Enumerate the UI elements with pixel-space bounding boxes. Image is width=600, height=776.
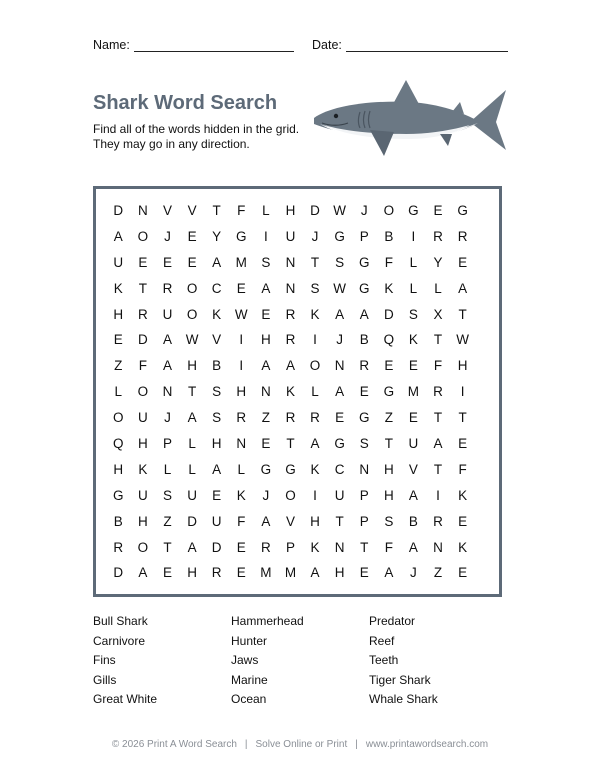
grid-letter: N [334, 358, 345, 374]
word-item: Hunter [231, 633, 268, 648]
grid-letter: A [433, 436, 443, 452]
grid-letter: S [212, 384, 222, 400]
grid-letter: I [239, 332, 244, 348]
grid-letter: A [310, 565, 320, 581]
grid-letter: J [262, 487, 270, 503]
grid-letter: P [359, 228, 369, 244]
grid-letter: E [458, 254, 468, 270]
grid-letter: E [236, 539, 246, 555]
grid-letter: H [285, 203, 296, 218]
grid-letter: R [211, 565, 222, 581]
word-column [231, 612, 304, 710]
grid-letter: H [383, 461, 394, 477]
grid-letter: L [434, 280, 442, 296]
grid-letter: L [262, 203, 270, 218]
grid-letter: V [212, 332, 222, 348]
grid-letter: E [261, 436, 271, 452]
grid-letter: P [162, 436, 172, 452]
grid-letter: H [138, 436, 148, 452]
grid-letter: A [261, 280, 271, 296]
grid-letter: A [335, 306, 345, 322]
grid-letter: A [335, 384, 345, 400]
grid-letter: U [211, 513, 222, 529]
word-item: Bull Shark [93, 614, 148, 628]
grid-letter: R [433, 513, 443, 529]
grid-letter: S [408, 306, 418, 322]
grid-letter: T [335, 513, 344, 529]
grid-letter: C [211, 280, 222, 296]
grid-letter: U [408, 436, 419, 452]
grid-letter: Z [261, 410, 270, 426]
grid-letter: A [187, 539, 197, 555]
grid-letter: S [261, 254, 271, 270]
grid-letter: K [458, 487, 468, 503]
grid-letter: T [433, 461, 443, 477]
grid-letter: L [409, 280, 418, 296]
grid-letter: R [285, 306, 296, 322]
grid-letter: O [285, 487, 296, 503]
instruction-line: Find all of the words hidden in the grid. [93, 122, 300, 136]
grid-letter: G [113, 487, 124, 503]
grid-letter: E [236, 280, 246, 296]
word-item: Gills [93, 672, 117, 687]
grid-letter: E [138, 254, 148, 270]
grid-letter: A [212, 254, 222, 270]
grid-letter: A [285, 358, 295, 374]
date-line[interactable] [346, 39, 508, 52]
grid-letter: F [138, 358, 148, 374]
grid-letter: O [137, 384, 149, 400]
grid-letter: Y [433, 254, 443, 270]
grid-letter: O [137, 228, 149, 244]
grid-letter: J [164, 228, 171, 244]
grid-letter: H [310, 513, 320, 529]
grid-letter: S [335, 254, 345, 270]
grid-letter: I [239, 358, 244, 374]
grid-letter: P [359, 513, 369, 529]
grid-letter: Q [113, 436, 124, 452]
grid-letter: G [358, 280, 370, 296]
grid-letter: U [138, 410, 148, 426]
grid-letter: J [311, 228, 319, 244]
word-item: Fins [93, 653, 116, 667]
grid-letter: A [408, 539, 418, 555]
grid-letter: H [113, 461, 124, 477]
instruction-line: They may go in any direction. [93, 137, 250, 151]
grid-letter: Z [163, 513, 172, 529]
word-grid-frame [93, 186, 502, 597]
grid-letter: E [458, 513, 468, 529]
grid-letter: O [383, 203, 395, 218]
instructions [93, 122, 299, 152]
grid-letter: K [236, 487, 246, 503]
grid-letter: G [334, 436, 345, 452]
grid-letter: P [285, 539, 295, 555]
grid-letter: S [212, 410, 222, 426]
grid-letter: G [457, 203, 468, 218]
grid-letter: D [383, 306, 394, 322]
grid-letter: L [409, 254, 418, 270]
grid-letter: U [285, 228, 296, 244]
grid-letter: T [360, 539, 369, 555]
grid-letter: N [334, 539, 345, 555]
grid-letter: G [383, 384, 395, 400]
grid-letter: H [138, 513, 148, 529]
grid-letter: E [384, 358, 394, 374]
grid-letter: U [138, 487, 148, 503]
grid-letter: N [138, 203, 148, 218]
grid-letter: G [236, 228, 247, 244]
grid-letter: K [310, 306, 320, 322]
grid-letter: A [408, 487, 418, 503]
grid-letter: B [384, 228, 394, 244]
grid-letter: O [309, 358, 321, 374]
grid-letter: G [358, 410, 370, 426]
word-column [93, 612, 157, 710]
grid-letter: F [237, 513, 246, 529]
word-item: Whale Shark [369, 692, 438, 706]
grid-letter: R [433, 228, 443, 244]
grid-letter: O [113, 410, 124, 426]
grid-letter: D [113, 565, 124, 581]
grid-letter: F [458, 461, 467, 477]
grid-letter: E [458, 565, 468, 581]
grid-letter: B [408, 513, 418, 529]
grid-letter: V [408, 461, 418, 477]
word-item: Jaws [231, 653, 259, 667]
grid-letter: H [187, 565, 197, 581]
grid-letter: A [162, 358, 172, 374]
word-item: Ocean [231, 692, 267, 706]
grid-letter: E [458, 436, 468, 452]
word-item: Predator [369, 614, 416, 628]
footer-tagline: Solve Online or Print [255, 739, 348, 750]
grid-letter: Q [383, 332, 395, 348]
grid-letter: Z [114, 358, 123, 374]
grid-letter: K [408, 332, 418, 348]
grid-letter: K [285, 384, 295, 400]
grid-letter: T [433, 332, 443, 348]
grid-letter: L [163, 461, 172, 477]
grid-letter: E [433, 203, 443, 218]
grid-letter: U [162, 306, 173, 322]
word-grid [106, 198, 475, 586]
grid-letter: A [261, 513, 271, 529]
word-item: Tiger Shark [369, 672, 431, 687]
name-label: Name: [93, 38, 130, 52]
grid-letter: K [310, 461, 320, 477]
grid-letter: J [360, 203, 368, 218]
grid-letter: A [162, 332, 172, 348]
grid-letter: B [212, 358, 222, 374]
grid-letter: T [138, 280, 148, 296]
grid-letter: A [212, 461, 222, 477]
word-item: Hammerhead [231, 614, 304, 628]
grid-letter: H [457, 358, 468, 374]
grid-letter: A [384, 565, 394, 581]
grid-letter: U [113, 254, 124, 270]
grid-letter: K [310, 539, 320, 555]
grid-letter: A [310, 436, 320, 452]
grid-letter: T [286, 436, 295, 452]
grid-letter: I [460, 384, 465, 400]
grid-letter: D [138, 332, 148, 348]
grid-letter: H [187, 358, 197, 374]
grid-letter: A [187, 410, 197, 426]
grid-letter: K [138, 461, 148, 477]
grid-letter: R [138, 306, 148, 322]
grid-letter: D [211, 539, 222, 555]
grid-letter: N [162, 384, 173, 400]
grid-letter: B [359, 332, 369, 348]
grid-letter: M [260, 565, 272, 581]
grid-letter: N [236, 436, 247, 452]
footer [0, 739, 600, 750]
grid-letter: B [113, 513, 123, 529]
footer-separator: | [355, 739, 358, 750]
grid-letter: A [138, 565, 148, 581]
grid-letter: K [212, 306, 222, 322]
grid-letter: E [113, 332, 123, 348]
grid-letter: E [359, 565, 369, 581]
grid-letter: H [383, 487, 394, 503]
grid-letter: G [358, 254, 370, 270]
grid-letter: Z [384, 410, 393, 426]
grid-letter: E [408, 358, 418, 374]
grid-letter: L [188, 436, 196, 452]
grid-letter: E [162, 565, 172, 581]
grid-letter: W [234, 306, 248, 322]
name-line[interactable] [134, 39, 294, 52]
grid-letter: T [212, 203, 221, 218]
grid-letter: V [187, 203, 197, 218]
grid-letter: A [458, 280, 468, 296]
word-column [369, 612, 438, 710]
page-title: Shark Word Search [93, 92, 278, 114]
grid-letter: R [285, 332, 296, 348]
grid-letter: N [285, 254, 296, 270]
grid-letter: C [334, 461, 345, 477]
grid-letter: J [410, 565, 417, 581]
grid-letter: Z [433, 565, 443, 581]
grid-letter: R [236, 410, 247, 426]
grid-letter: W [185, 332, 199, 348]
grid-letter: R [457, 228, 468, 244]
grid-letter: L [188, 461, 196, 477]
footer-separator: | [244, 739, 248, 750]
grid-letter: E [187, 254, 197, 270]
grid-letter: R [310, 410, 320, 426]
grid-letter: L [311, 384, 319, 400]
grid-letter: E [335, 410, 345, 426]
grid-letter: T [163, 539, 172, 555]
grid-letter: G [408, 203, 419, 218]
grid-letter: H [113, 306, 124, 322]
grid-letter: G [334, 228, 345, 244]
grid-letter: E [408, 410, 418, 426]
grid-letter: I [263, 228, 268, 244]
grid-letter: E [187, 228, 197, 244]
grid-letter: U [334, 487, 345, 503]
footer-site-link[interactable]: www.printawordsearch.com [365, 739, 489, 750]
grid-letter: H [334, 565, 345, 581]
grid-letter: N [285, 280, 296, 296]
grid-letter: X [433, 306, 443, 322]
grid-letter: D [113, 203, 124, 218]
grid-letter: T [310, 254, 320, 270]
grid-letter: A [113, 228, 123, 244]
word-item: Teeth [369, 653, 399, 667]
grid-letter: N [260, 384, 271, 400]
grid-letter: E [359, 384, 369, 400]
grid-letter: F [237, 203, 246, 218]
grid-letter: I [313, 332, 317, 348]
grid-letter: S [384, 513, 394, 529]
grid-letter: I [411, 228, 416, 244]
grid-letter: E [162, 254, 172, 270]
word-item: Reef [369, 633, 395, 648]
grid-letter: H [260, 332, 271, 348]
name-field[interactable] [93, 38, 294, 52]
grid-letter: N [359, 461, 370, 477]
grid-letter: K [384, 280, 394, 296]
grid-letter: F [384, 539, 393, 555]
grid-letter: R [260, 539, 271, 555]
grid-letter: W [333, 203, 347, 218]
grid-letter: F [384, 254, 393, 270]
grid-letter: M [235, 254, 247, 270]
grid-letter: N [433, 539, 443, 555]
grid-letter: R [113, 539, 124, 555]
word-item: Great White [93, 692, 158, 706]
grid-letter: A [359, 306, 369, 322]
grid-letter: O [186, 306, 198, 322]
grid-letter: I [313, 487, 317, 503]
grid-letter: R [433, 384, 443, 400]
grid-letter: R [285, 410, 296, 426]
word-item: Carnivore [93, 633, 146, 648]
grid-letter: W [333, 280, 347, 296]
grid-letter: H [236, 384, 247, 400]
grid-letter: R [359, 358, 370, 374]
grid-letter: J [164, 410, 171, 426]
grid-letter: K [113, 280, 123, 296]
grid-letter: S [162, 487, 172, 503]
grid-letter: S [310, 280, 320, 296]
grid-letter: O [137, 539, 149, 555]
grid-letter: I [436, 487, 440, 503]
date-field[interactable] [312, 38, 508, 52]
footer-copyright: © 2026 Print A Word Search [111, 739, 237, 750]
grid-letter: A [261, 358, 271, 374]
grid-letter: T [384, 436, 393, 452]
grid-letter: T [458, 306, 467, 322]
grid-letter: K [458, 539, 468, 555]
grid-letter: T [187, 384, 197, 400]
grid-letter: R [162, 280, 173, 296]
grid-letter: M [284, 565, 297, 581]
date-label: Date: [312, 38, 342, 52]
grid-letter: V [285, 513, 295, 529]
grid-letter: E [212, 487, 222, 503]
grid-letter: L [114, 384, 123, 400]
grid-letter: E [261, 306, 271, 322]
grid-letter: G [260, 461, 272, 477]
grid-letter: P [359, 487, 369, 503]
grid-letter: M [407, 384, 420, 400]
grid-letter: D [310, 203, 320, 218]
grid-letter: Y [212, 228, 222, 244]
grid-letter: D [187, 513, 197, 529]
grid-letter: S [359, 436, 369, 452]
grid-letter: U [187, 487, 197, 503]
grid-letter: W [456, 332, 469, 348]
grid-letter: F [433, 358, 443, 374]
grid-letter: T [433, 410, 443, 426]
grid-letter: E [236, 565, 246, 581]
shark-illustration [310, 76, 510, 162]
grid-letter: T [458, 410, 467, 426]
grid-letter: O [186, 280, 198, 296]
grid-letter: G [285, 461, 296, 477]
grid-letter: L [237, 461, 246, 477]
grid-letter: J [336, 332, 344, 348]
word-item: Marine [231, 672, 268, 687]
grid-letter: V [162, 203, 172, 218]
grid-letter: H [211, 436, 222, 452]
